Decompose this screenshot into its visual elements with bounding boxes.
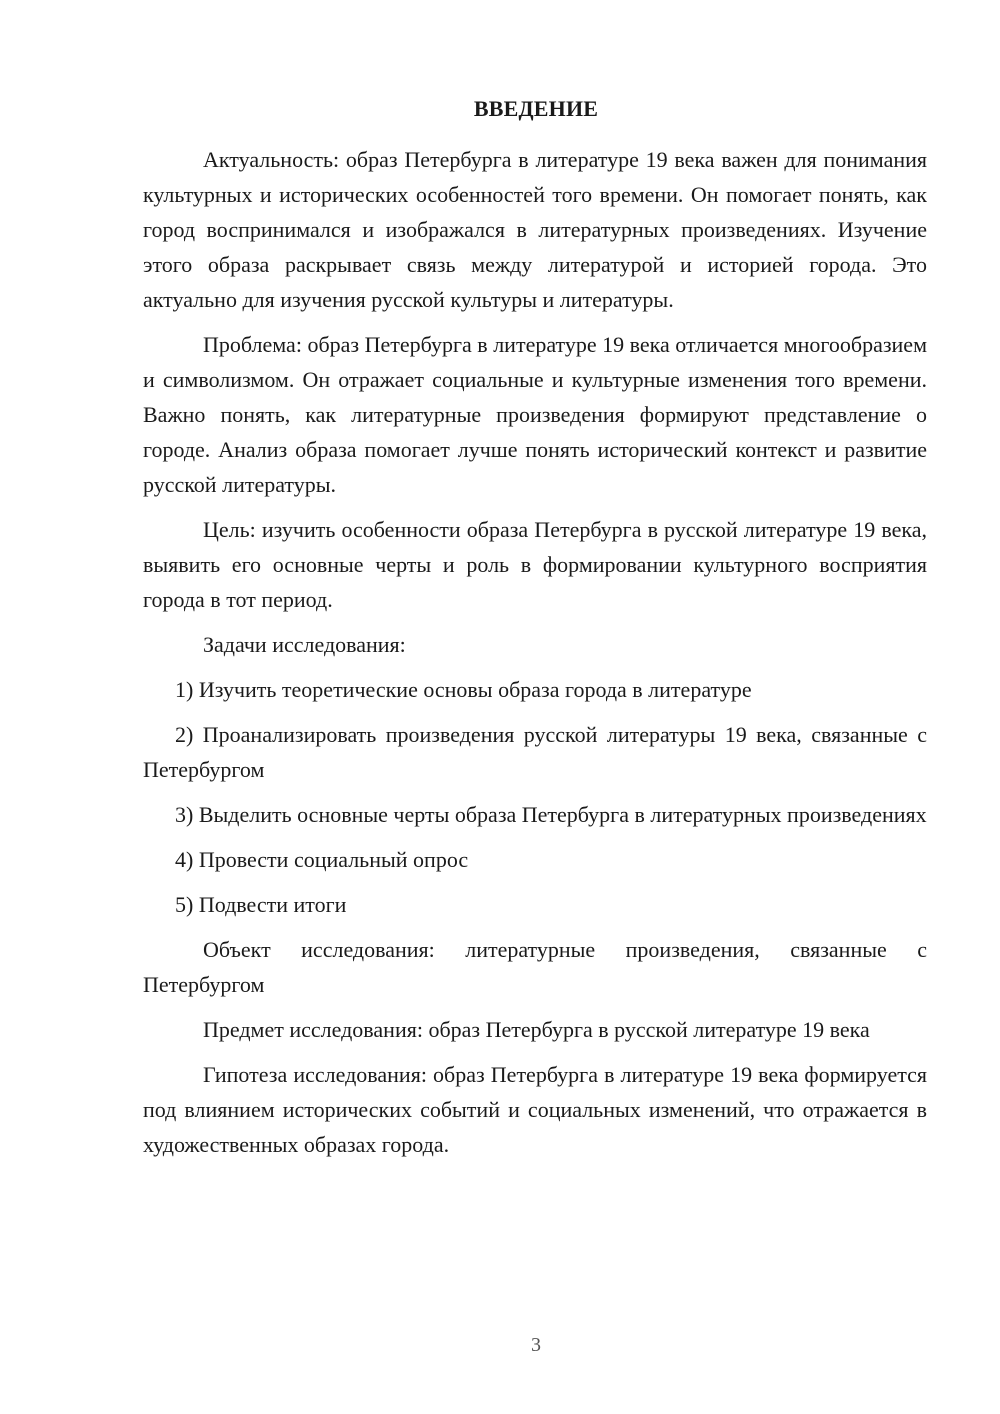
research-object-paragraph: Объект исследования: литературные произведения, связанные с Петербургом [143, 937, 927, 997]
task-item-4: 4) Провести социальный опрос [175, 847, 469, 872]
research-hypothesis-paragraph: Гипотеза исследования: образ Петербурга в литературе 19 века формируется под влиянием исторических событий и социальных изменений, что отражается в художественных образах города. [143, 1062, 927, 1157]
research-subject-paragraph: Предмет исследования: образ Петербурга в русской литературе 19 века [203, 1017, 870, 1042]
task-item-3: 3) Выделить основные черты образа Петербурга в литературных произведениях [175, 802, 927, 827]
task-item-1: 1) Изучить теоретические основы образа города в литературе [175, 677, 752, 702]
problem-paragraph: Проблема: образ Петербурга в литературе 19 века отличается многообразием и символизмом. Он отражает социальные и культурные изменения того времени. Важно понять, как литературные произведения формируют представление о городе. Анализ образа помогает лучше понять исторический контекст и развитие русской литературы. [143, 332, 927, 497]
tasks-heading: Задачи исследования: [203, 632, 406, 657]
page-number: 3 [531, 1334, 541, 1356]
relevance-paragraph: Актуальность: образ Петербурга в литературе 19 века важен для понимания культурных и исторических особенностей того времени. Он помогает понять, как город воспринимался и изображался в литературных произведениях. Изучение этого образа раскрывает связь между литературой и историей города. Это актуально для изучения русской культуры и литературы. [143, 147, 927, 312]
document-body [143, 142, 927, 1172]
section-heading: ВВЕДЕНИЕ [473, 96, 599, 121]
task-item-5: 5) Подвести итоги [175, 892, 347, 917]
task-item-2: 2) Проанализировать произведения русской литературы 19 века, связанные с Петербургом [143, 722, 927, 782]
goal-paragraph: Цель: изучить особенности образа Петербурга в русской литературе 19 века, выявить его основные черты и роль в формировании культурного восприятия города в тот период. [143, 517, 927, 612]
